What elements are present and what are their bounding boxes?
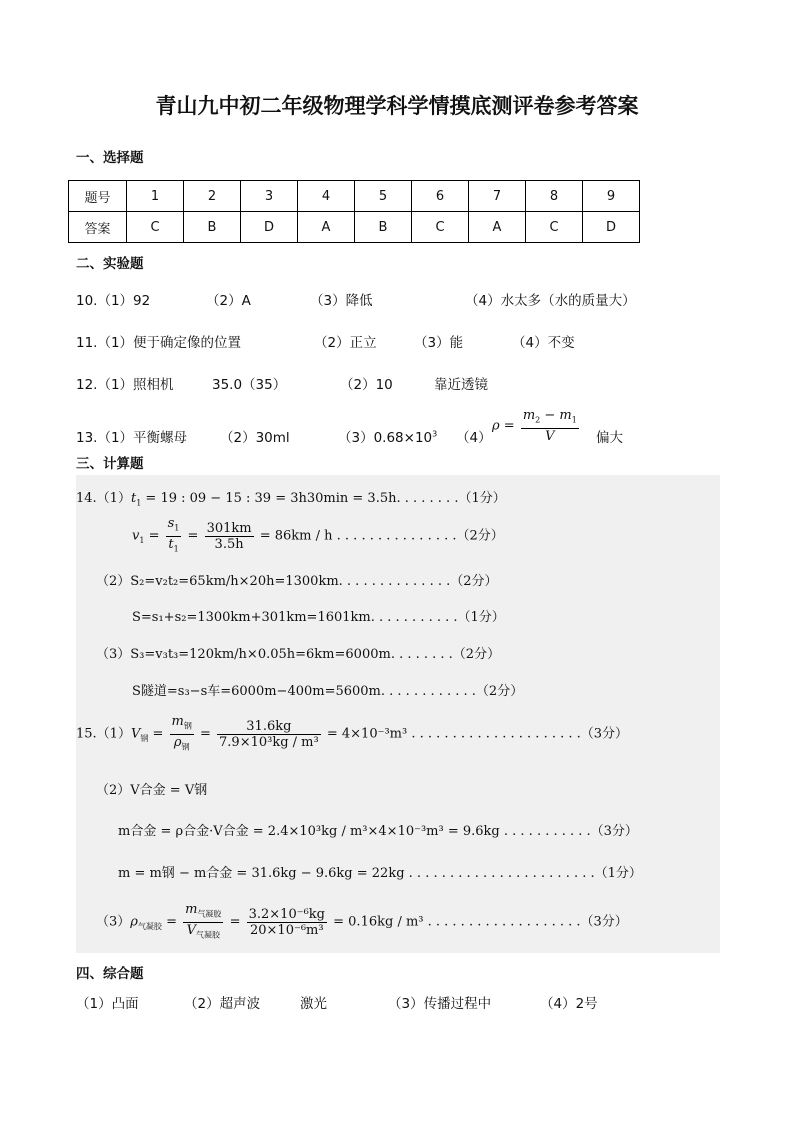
table-cell: B	[184, 212, 241, 243]
table-cell: A	[298, 212, 355, 243]
table-cell: 3	[241, 181, 298, 212]
q15-2c: m = m钢 − m合金 = 31.6kg − 9.6kg = 22kg . . . . . . . . . . . . . . . . . . . . . . .（1分）	[118, 866, 642, 881]
q13-part4-label: （4）	[456, 430, 492, 446]
q12-part1: 12.（1）照相机	[76, 377, 174, 393]
q11-part1: 11.（1）便于确定像的位置	[76, 335, 242, 351]
q16-part2: （2）超声波	[184, 996, 261, 1012]
table-cell: 7	[469, 181, 526, 212]
q13-part2: （2）30ml	[220, 430, 290, 446]
q10-part3: （3）降低	[310, 293, 373, 309]
q16-part3: 激光	[300, 996, 327, 1012]
section-heading-experiment: 二、实验题	[76, 256, 144, 272]
q12-part2: 35.0（35）	[212, 377, 287, 393]
answer-table	[68, 180, 640, 243]
table-cell: 2	[184, 181, 241, 212]
table-cell: 8	[526, 181, 583, 212]
q14-1b: $v_1$ = $\frac{s_1}{t_1}$ = $\frac{301km}{3.5h}$ = 86km / h . . . . . . . . . . . . . . .（2分）	[132, 516, 504, 554]
q15-1: $15.(1)V_钢$ = $\frac{m_钢}{\rho_钢}$ = $\frac{31.6kg}{\text{7.9×10³kg / m³}}$ = 4×10⁻³m³ . . . . . . . . . . . . . . . . . . . . .（3分）	[76, 714, 629, 752]
table-cell: A	[469, 212, 526, 243]
table-cell: 9	[583, 181, 640, 212]
table-header-label: 题号	[69, 181, 127, 212]
q15-2a: （2）V合金 = V钢	[96, 783, 208, 798]
q10-part2: （2）A	[206, 293, 251, 309]
q14-2b: S=s₁+s₂=1300km+301km=1601km. . . . . . . . . . .（1分）	[132, 610, 505, 625]
section-heading-comprehensive: 四、综合题	[76, 966, 144, 982]
table-cell: 1	[127, 181, 184, 212]
page-title: 青山九中初二年级物理学科学情摸底测评卷参考答案	[155, 94, 639, 118]
density-formula: ρ = $\frac{m_2 - m_1}{V}$	[492, 408, 577, 444]
table-row-answers	[69, 212, 640, 243]
q15-3: $(3)\rho_{气凝胶}$ = $\frac{m_{气凝胶}}{V_{气凝胶}}$ = $\frac{\text{3.2×10⁻⁶kg}}{\text{20×10⁻⁶m³}}$ = 0.16kg / m³ . . . . . . . . . . . . . . . . . . .（3分）	[96, 902, 628, 940]
q13-part5: 偏大	[596, 430, 623, 446]
table-cell: C	[412, 212, 469, 243]
table-cell: D	[241, 212, 298, 243]
q10-part4: （4）水太多（水的质量大）	[465, 293, 636, 309]
table-cell: C	[526, 212, 583, 243]
q13-part1: 13.（1）平衡螺母	[76, 430, 188, 446]
q11-part2: （2）正立	[314, 335, 377, 351]
table-cell: B	[355, 212, 412, 243]
q14-3a: （3）S₃=v₃t₃=120km/h×0.05h=6km=6000m. . . . . . . .（2分）	[96, 647, 501, 662]
q16-part5: （4）2号	[540, 996, 598, 1012]
q12-part4: 靠近透镜	[434, 377, 488, 393]
table-header-label: 答案	[69, 212, 127, 243]
table-row-numbers	[69, 181, 640, 212]
table-cell: 4	[298, 181, 355, 212]
q12-part3: （2）10	[340, 377, 393, 393]
table-cell: D	[583, 212, 640, 243]
q11-part4: （4）不变	[512, 335, 575, 351]
table-cell: 5	[355, 181, 412, 212]
q16-part1: （1）凸面	[76, 996, 139, 1012]
q10-part1: 10.（1）92	[76, 293, 151, 309]
q13-part3: $(3)0.68\times 10^3$	[338, 429, 438, 446]
q14-2a: （2）S₂=v₂t₂=65km/h×20h=1300km. . . . . . . . . . . . . .（2分）	[96, 574, 498, 589]
q14-1a: $14.(1)t_1 = 19$ : 09 − 15 : 39 = 3h30min = 3.5h. . . . . . . .（1分）	[76, 491, 506, 508]
q11-part3: （3）能	[414, 335, 464, 351]
q15-2b: m合金 = ρ合金·V合金 = 2.4×10³kg / m³×4×10⁻³m³ = 9.6kg . . . . . . . . . . .（3分）	[118, 824, 638, 839]
section-heading-choice: 一、选择题	[76, 150, 144, 166]
q16-part4: （3）传播过程中	[388, 996, 492, 1012]
table-cell: 6	[412, 181, 469, 212]
section-heading-calculation: 三、计算题	[76, 456, 144, 472]
table-cell: C	[127, 212, 184, 243]
q14-3b: S隧道=s₃−s车=6000m−400m=5600m. . . . . . . . . . . .（2分）	[132, 684, 524, 699]
